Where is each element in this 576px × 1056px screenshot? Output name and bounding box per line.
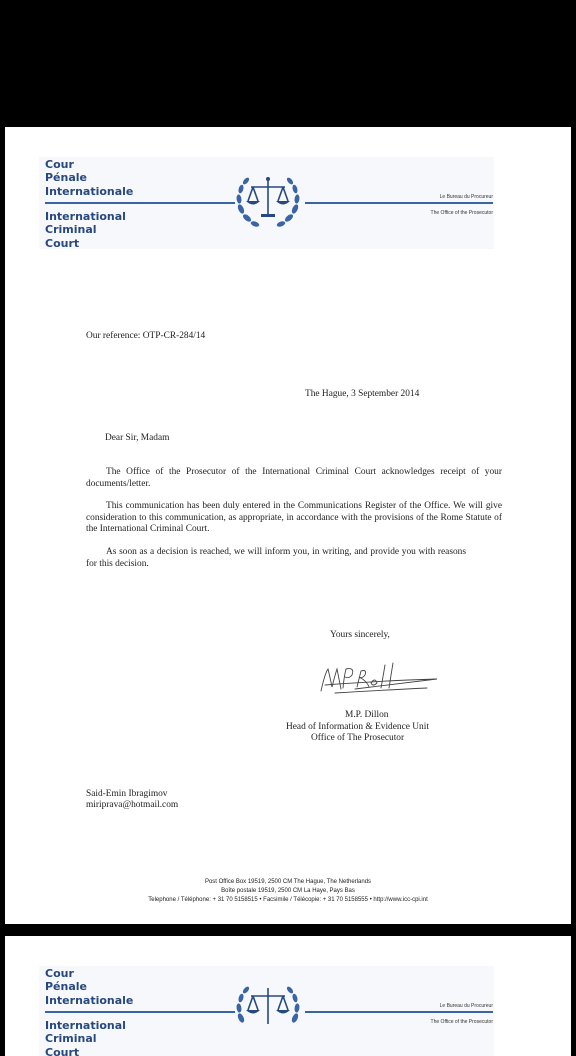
recipient-name: Said-Emin Ibragimov: [86, 789, 168, 799]
handwritten-signature: [315, 655, 440, 697]
reference-line: Our reference: OTP-CR-284/14: [86, 331, 206, 341]
footer-address-french: Boîte postale 19519, 2500 CM La Haye, Pays Bas: [221, 888, 355, 894]
scales-of-justice-icon: [233, 169, 303, 233]
scales-of-justice-icon: [233, 978, 303, 1042]
org-name-english: International Criminal Court: [45, 1019, 126, 1056]
letterhead-rule-right: [305, 202, 493, 204]
org-name-french: Cour Pénale Internationale: [45, 158, 134, 198]
letterhead-rule-left: [45, 1011, 235, 1013]
office-name-english: The Office of the Prosecutor: [430, 1019, 493, 1025]
salutation: Dear Sir, Madam: [105, 433, 170, 443]
letterhead-rule-left: [45, 202, 235, 204]
signatory-office: Office of The Prosecutor: [311, 733, 405, 743]
recipient-email: miriprava@hotmail.com: [86, 800, 179, 810]
body-paragraph-1: The Office of the Prosecutor of the International Criminal Court acknowledges receipt of your documents/letter.: [86, 467, 502, 489]
org-name-french: Cour Pénale Internationale: [45, 967, 134, 1007]
office-name-french: Le Bureau du Procureur: [439, 194, 493, 200]
letterhead-rule-right: [305, 1011, 493, 1013]
body-paragraph-3: As soon as a decision is reached, we will inform you, in writing, and provide you with reasons for this decision.: [86, 547, 466, 569]
office-name-english: The Office of the Prosecutor: [430, 210, 493, 216]
signatory-name: M.P. Dillon: [345, 710, 389, 720]
place-date: The Hague, 3 September 2014: [305, 389, 420, 399]
office-name-french: Le Bureau du Procureur: [439, 1003, 493, 1009]
footer-address-english: Post Office Box 19519, 2500 CM The Hague, The Netherlands: [204, 879, 372, 885]
org-name-english: International Criminal Court: [45, 210, 126, 250]
closing: Yours sincerely,: [330, 630, 390, 640]
footer-contact: Telephone / Téléphone: + 31 70 5158515 • Facsimile / Télécopie: + 31 70 5158555 • http://www.icc-cpi.int: [148, 897, 428, 903]
body-paragraph-2: This communication has been duly entered in the Communications Register of the Office. We will give consideration to this communication, as appropriate, in accordance with the provisions of the Rome Statute of the International Criminal Court.: [86, 501, 502, 534]
next-letter-page: [5, 936, 571, 1056]
signatory-title: Head of Information & Evidence Unit: [286, 722, 429, 732]
letter-page: [5, 127, 571, 924]
